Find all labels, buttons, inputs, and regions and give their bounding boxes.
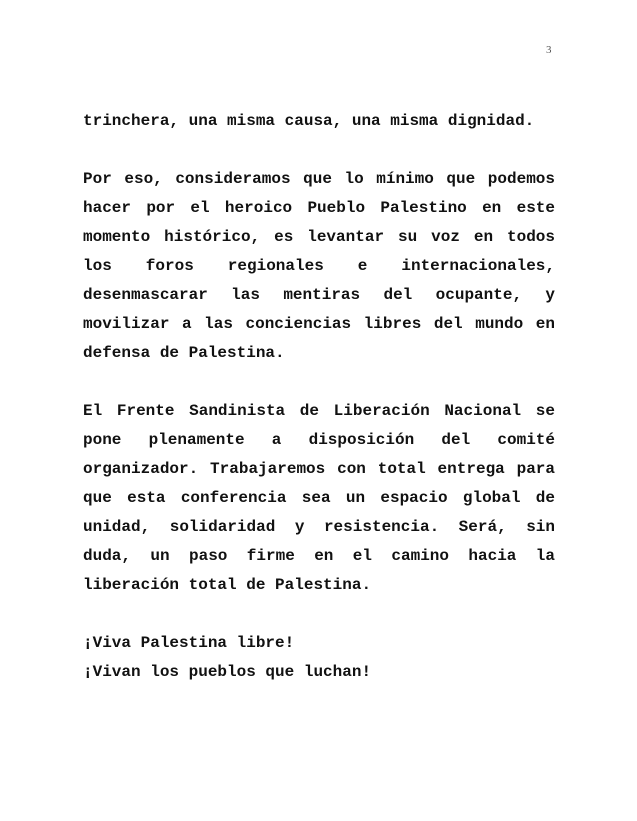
page-number: 3: [546, 44, 552, 56]
paragraph-continuation: trinchera, una misma causa, una misma dignidad.: [83, 112, 535, 130]
closing-slogan-palestina: ¡Viva Palestina libre!: [83, 634, 295, 652]
closing-slogans: [83, 629, 555, 687]
paragraph-fsln-commitment: El Frente Sandinista de Liberación Nacional se pone plenamente a disposición del comité organizador. Trabajaremos con total entrega para que esta conferencia sea un espacio global de unidad, solidaridad y resistencia. Será, sin duda, un paso firme en el camino hacia la liberación total de Palestina.: [83, 402, 555, 594]
closing-slogan-pueblos: ¡Vivan los pueblos que luchan!: [83, 663, 372, 681]
paragraph-solidarity: Por eso, consideramos que lo mínimo que podemos hacer por el heroico Pueblo Palestino en este momento histórico, es levantar su voz en todos los foros regionales e internacionales, desenmascarar las mentiras del ocupante, y movilizar a las conciencias libres del mundo en defensa de Palestina.: [83, 170, 555, 362]
document-body: [83, 107, 555, 687]
